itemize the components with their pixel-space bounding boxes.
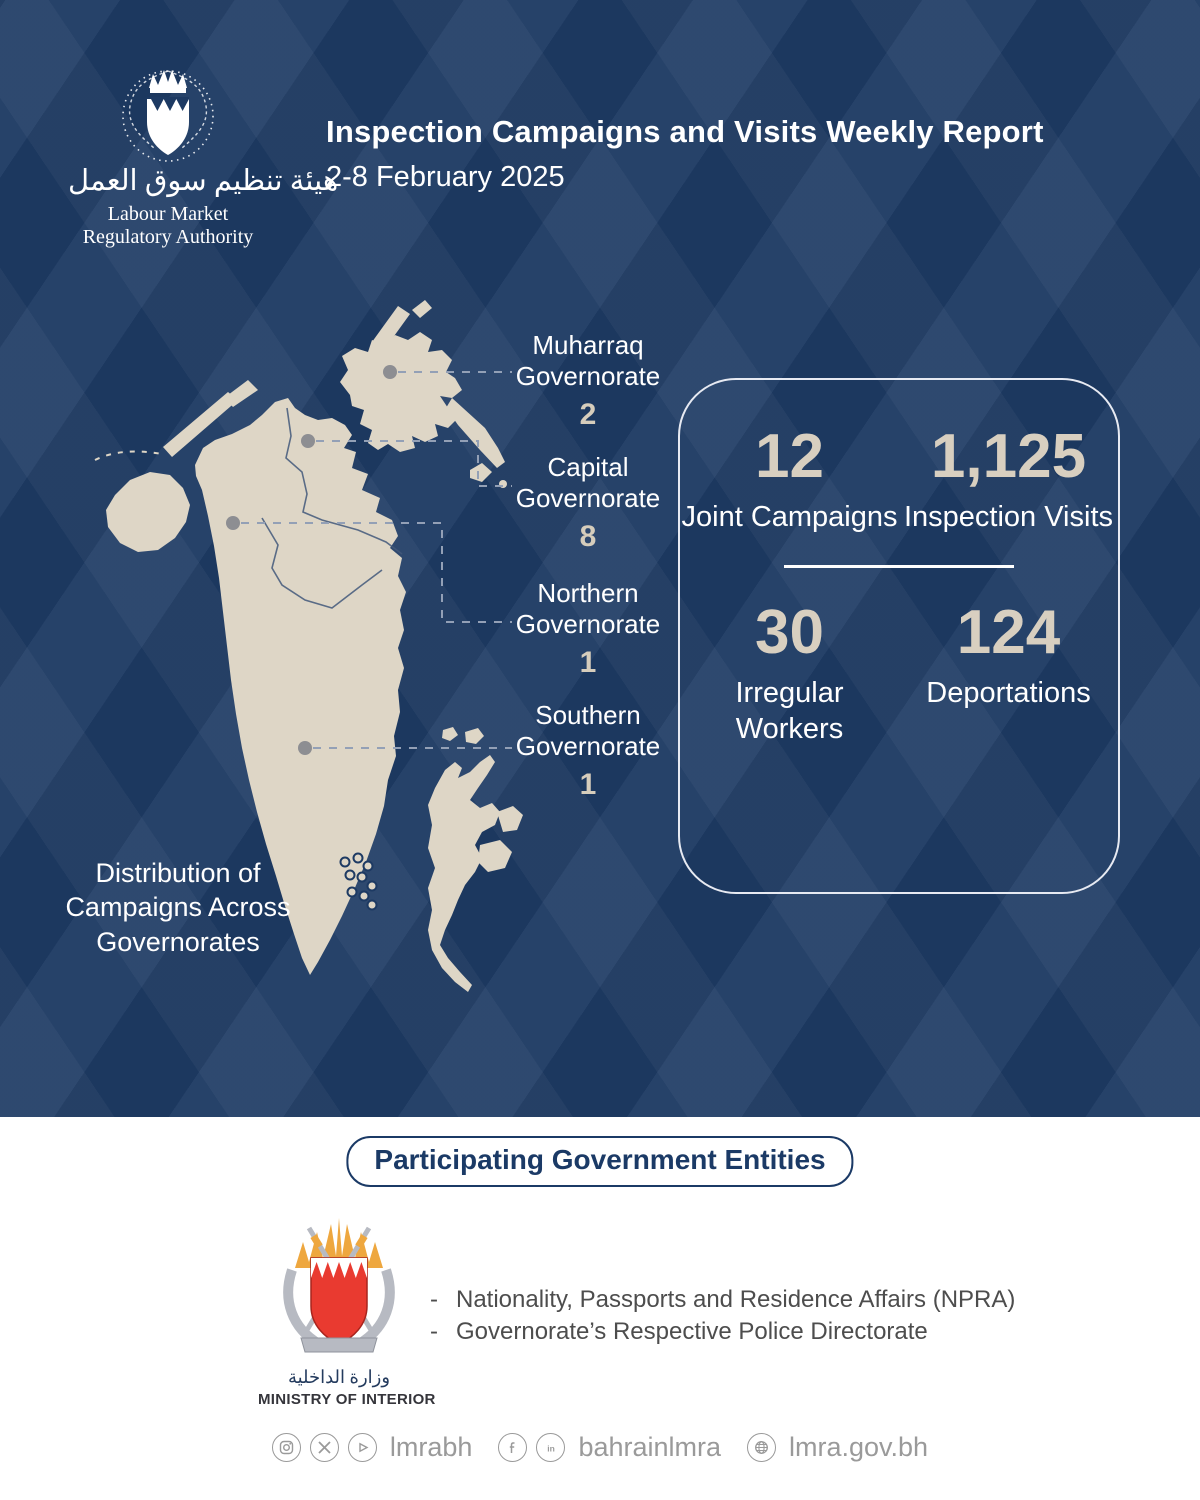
social-handle: bahrainlmra <box>578 1432 722 1462</box>
muharraq-marker <box>383 365 397 379</box>
governorate-campaign-count: 8 <box>579 520 597 554</box>
ministry-of-interior-logo <box>258 1212 436 1408</box>
weekly-stats-panel <box>678 378 1120 894</box>
list-item <box>430 1284 1015 1316</box>
governorate-name: Northern Governorate <box>515 578 661 639</box>
stat-value: 30 <box>755 598 824 668</box>
stats-divider <box>784 565 1014 568</box>
facebook-icon <box>498 1433 527 1462</box>
stat-value: 12 <box>755 422 824 491</box>
capital-marker <box>301 434 315 448</box>
label-capital-governorate <box>500 452 676 554</box>
governorate-name: Capital Governorate <box>515 452 661 513</box>
lmra-english-name-line1: Labour Market <box>107 202 229 225</box>
participating-entities-list <box>430 1284 1015 1347</box>
footer-contact-bar <box>0 1432 1200 1463</box>
moi-english-name: MINISTRY OF INTERIOR <box>258 1391 436 1408</box>
label-southern-governorate <box>500 700 676 802</box>
moi-arabic-name: وزارة الداخلية <box>287 1367 391 1387</box>
website-url: lmra.gov.bh <box>789 1432 929 1462</box>
report-date-range: 2-8 February 2025 <box>326 161 565 193</box>
stat-label: Inspection Visits <box>903 501 1114 533</box>
stat-joint-campaigns <box>680 422 899 535</box>
entity-name: Governorate’s Respective Police Directorate <box>456 1317 928 1345</box>
entity-name: Nationality, Passports and Residence Affairs (NPRA) <box>456 1286 1016 1313</box>
southern-marker <box>298 741 312 755</box>
governorate-name: Southern Governorate <box>515 700 661 761</box>
label-muharraq-governorate <box>500 330 676 432</box>
muharraq-island <box>340 300 507 488</box>
list-dash: - <box>430 1317 438 1345</box>
map-caption: Distribution of Campaigns Across Governorates <box>65 858 291 957</box>
list-item <box>430 1316 1015 1348</box>
stat-deportations <box>899 598 1118 747</box>
page-title: Inspection Campaigns and Visits Weekly Report <box>326 114 1044 149</box>
stat-value: 1,125 <box>930 422 1087 491</box>
social-group-bahrainlmra <box>498 1432 721 1463</box>
lmra-logo <box>68 64 339 248</box>
social-group-website <box>747 1432 928 1463</box>
moi-emblem-icon <box>273 1212 405 1358</box>
lmra-arabic-name: هيئة تنظيم سوق العمل <box>68 165 339 197</box>
lmra-crest-icon <box>116 64 220 164</box>
governorate-campaign-count: 2 <box>579 398 597 432</box>
x-icon <box>310 1433 339 1462</box>
governorate-name: Muharraq Governorate <box>515 330 661 391</box>
stat-label: Joint Campaigns <box>681 501 898 533</box>
social-group-lmrabh <box>272 1432 473 1463</box>
linkedin-icon <box>536 1433 565 1462</box>
stat-value: 124 <box>956 598 1061 668</box>
social-handle: lmrabh <box>389 1432 473 1462</box>
svg-text:in: in <box>547 1443 555 1453</box>
stat-label: Deportations <box>926 677 1091 710</box>
governorate-campaign-count: 1 <box>579 646 597 680</box>
lmra-english-name-line2: Regulatory Authority <box>82 225 254 248</box>
governorate-campaign-count: 1 <box>579 768 597 802</box>
stat-irregular-workers <box>680 598 899 747</box>
youtube-icon <box>348 1433 377 1462</box>
stat-label: Irregular Workers <box>735 677 844 745</box>
instagram-icon <box>272 1433 301 1462</box>
globe-icon <box>747 1433 776 1462</box>
list-dash: - <box>430 1286 438 1313</box>
northern-marker <box>226 516 240 530</box>
stat-inspection-visits <box>899 422 1118 535</box>
label-northern-governorate <box>500 578 676 680</box>
participating-entities-heading: Participating Government Entities <box>346 1136 853 1187</box>
